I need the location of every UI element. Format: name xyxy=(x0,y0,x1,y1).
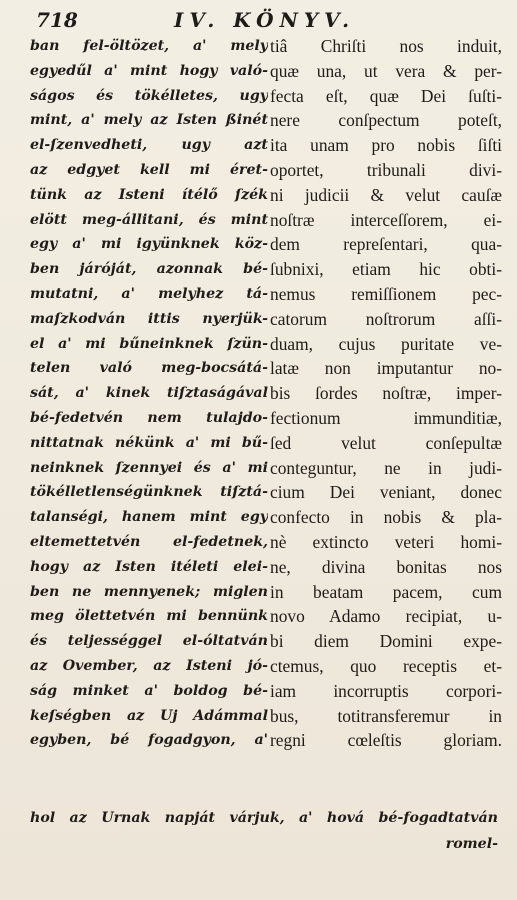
text-line: ne, divina bonitas nos xyxy=(270,556,502,577)
text-line: el-ſzenvedheti, ugy azt xyxy=(30,137,268,154)
text-line: mint, a' mely az Isten ßinét xyxy=(30,112,268,129)
text-line: ságos és tökélletes, ugy xyxy=(30,87,268,104)
text-line: egyben, bé fogadgyon, a' xyxy=(30,732,268,749)
text-line: bi diem Domini expe- xyxy=(270,631,502,652)
page-number: 718 xyxy=(36,8,78,32)
text-line: telen való meg-bocsátá- xyxy=(30,360,268,377)
text-line: és teljességgel el-óltatván xyxy=(30,633,268,650)
text-line: talanségi, hanem mint egy xyxy=(30,509,268,526)
text-line: ság minket a' boldog bé- xyxy=(30,682,268,699)
text-line: ſed velut conſepultæ xyxy=(270,432,502,453)
text-line: hogy az Isten itéleti elei- xyxy=(30,558,268,575)
text-line: regni cœleſtis gloriam. xyxy=(270,730,502,751)
text-line: egy a' mi igyünknek köz- xyxy=(30,236,268,253)
text-line: bé-fedetvén nem tulajdo- xyxy=(30,409,268,426)
text-line: fectionum immunditiæ, xyxy=(270,407,502,428)
text-line: el a' mi bűneinknek ſzün- xyxy=(30,335,268,352)
text-line: confecto in nobis & pla- xyxy=(270,507,502,528)
text-line: mutatni, a' melyhez tá- xyxy=(30,285,268,302)
running-title: IV. KÖNYV. xyxy=(174,8,356,32)
text-line: dem repreſentari, qua- xyxy=(270,234,502,255)
text-line: fecta eſt, quæ Dei ſuſti- xyxy=(270,85,502,106)
text-line: catorum noſtrorum aſſi- xyxy=(270,308,502,329)
text-line: ni judicii & velut cauſæ xyxy=(270,184,502,205)
text-line: ben járóját, azonnak bé- xyxy=(30,261,268,278)
text-line: nemus remiſſionem pec- xyxy=(270,283,502,304)
text-line: iam incorruptis corpori- xyxy=(270,680,502,701)
text-line: az edgyet kell mi éret- xyxy=(30,161,268,178)
text-line: duam, cujus puritate ve- xyxy=(270,333,502,354)
text-line: nittatnak nékünk a' mi bű- xyxy=(30,434,268,451)
text-line: nere conſpectum poteſt, xyxy=(270,110,502,131)
text-line: neinknek ſzennyei és a' mi xyxy=(30,459,268,476)
text-line: bus, totitransferemur in xyxy=(270,705,502,726)
text-line: ita unam pro nobis ſiſti xyxy=(270,135,502,156)
text-line: conteguntur, ne in judi- xyxy=(270,457,502,478)
full-width-line: hol az Urnak napját várjuk, a' hová bé-fogadtatván xyxy=(30,810,498,826)
text-line: noſtræ interceſſorem, ei- xyxy=(270,209,502,230)
text-line: novo Adamo recipiat, u- xyxy=(270,606,502,627)
hungarian-column xyxy=(30,34,268,753)
text-line: eltemettetvén el-fedetnek, xyxy=(30,533,268,550)
text-line: bis ſordes noſtræ, imper- xyxy=(270,383,502,404)
text-line: keſségben az Uj Adámmal xyxy=(30,707,268,724)
text-line: latæ non imputantur no- xyxy=(270,358,502,379)
text-line: elött meg-állitani, és mint xyxy=(30,211,268,228)
text-line: cium Dei veniant, donec xyxy=(270,482,502,503)
text-line: az Ovember, az Isteni jó- xyxy=(30,657,268,674)
text-line: tökélletlenségünknek tiſztá- xyxy=(30,484,268,501)
text-line: tiâ Chriſti nos induit, xyxy=(270,36,502,56)
text-line: nè extincto veteri homi- xyxy=(270,531,502,552)
text-line: quæ una, ut vera & per- xyxy=(270,60,502,81)
text-line: maſzkodván ittis nyerjük- xyxy=(30,310,268,327)
text-line: ben ne mennyenek; miglen xyxy=(30,583,268,600)
text-line: egyedűl a' mint hogy való- xyxy=(30,62,268,79)
text-line: oportet, tribunali divi- xyxy=(270,159,502,180)
text-line: sát, a' kinek tiſztaságával xyxy=(30,385,268,402)
text-line: in beatam pacem, cum xyxy=(270,581,502,602)
text-line: ctemus, quo receptis et- xyxy=(270,655,502,676)
latin-column xyxy=(270,34,502,753)
text-line: meg ölettetvén mi bennünk xyxy=(30,608,268,625)
text-line: ſubnixi, etiam hic obti- xyxy=(270,259,502,280)
text-line: tünk az Isteni ítélő ſzék xyxy=(30,186,268,203)
text-line: ban fel-öltözet, a' mely xyxy=(30,38,268,54)
catchword: romel- xyxy=(445,836,498,852)
page-header xyxy=(36,8,496,34)
